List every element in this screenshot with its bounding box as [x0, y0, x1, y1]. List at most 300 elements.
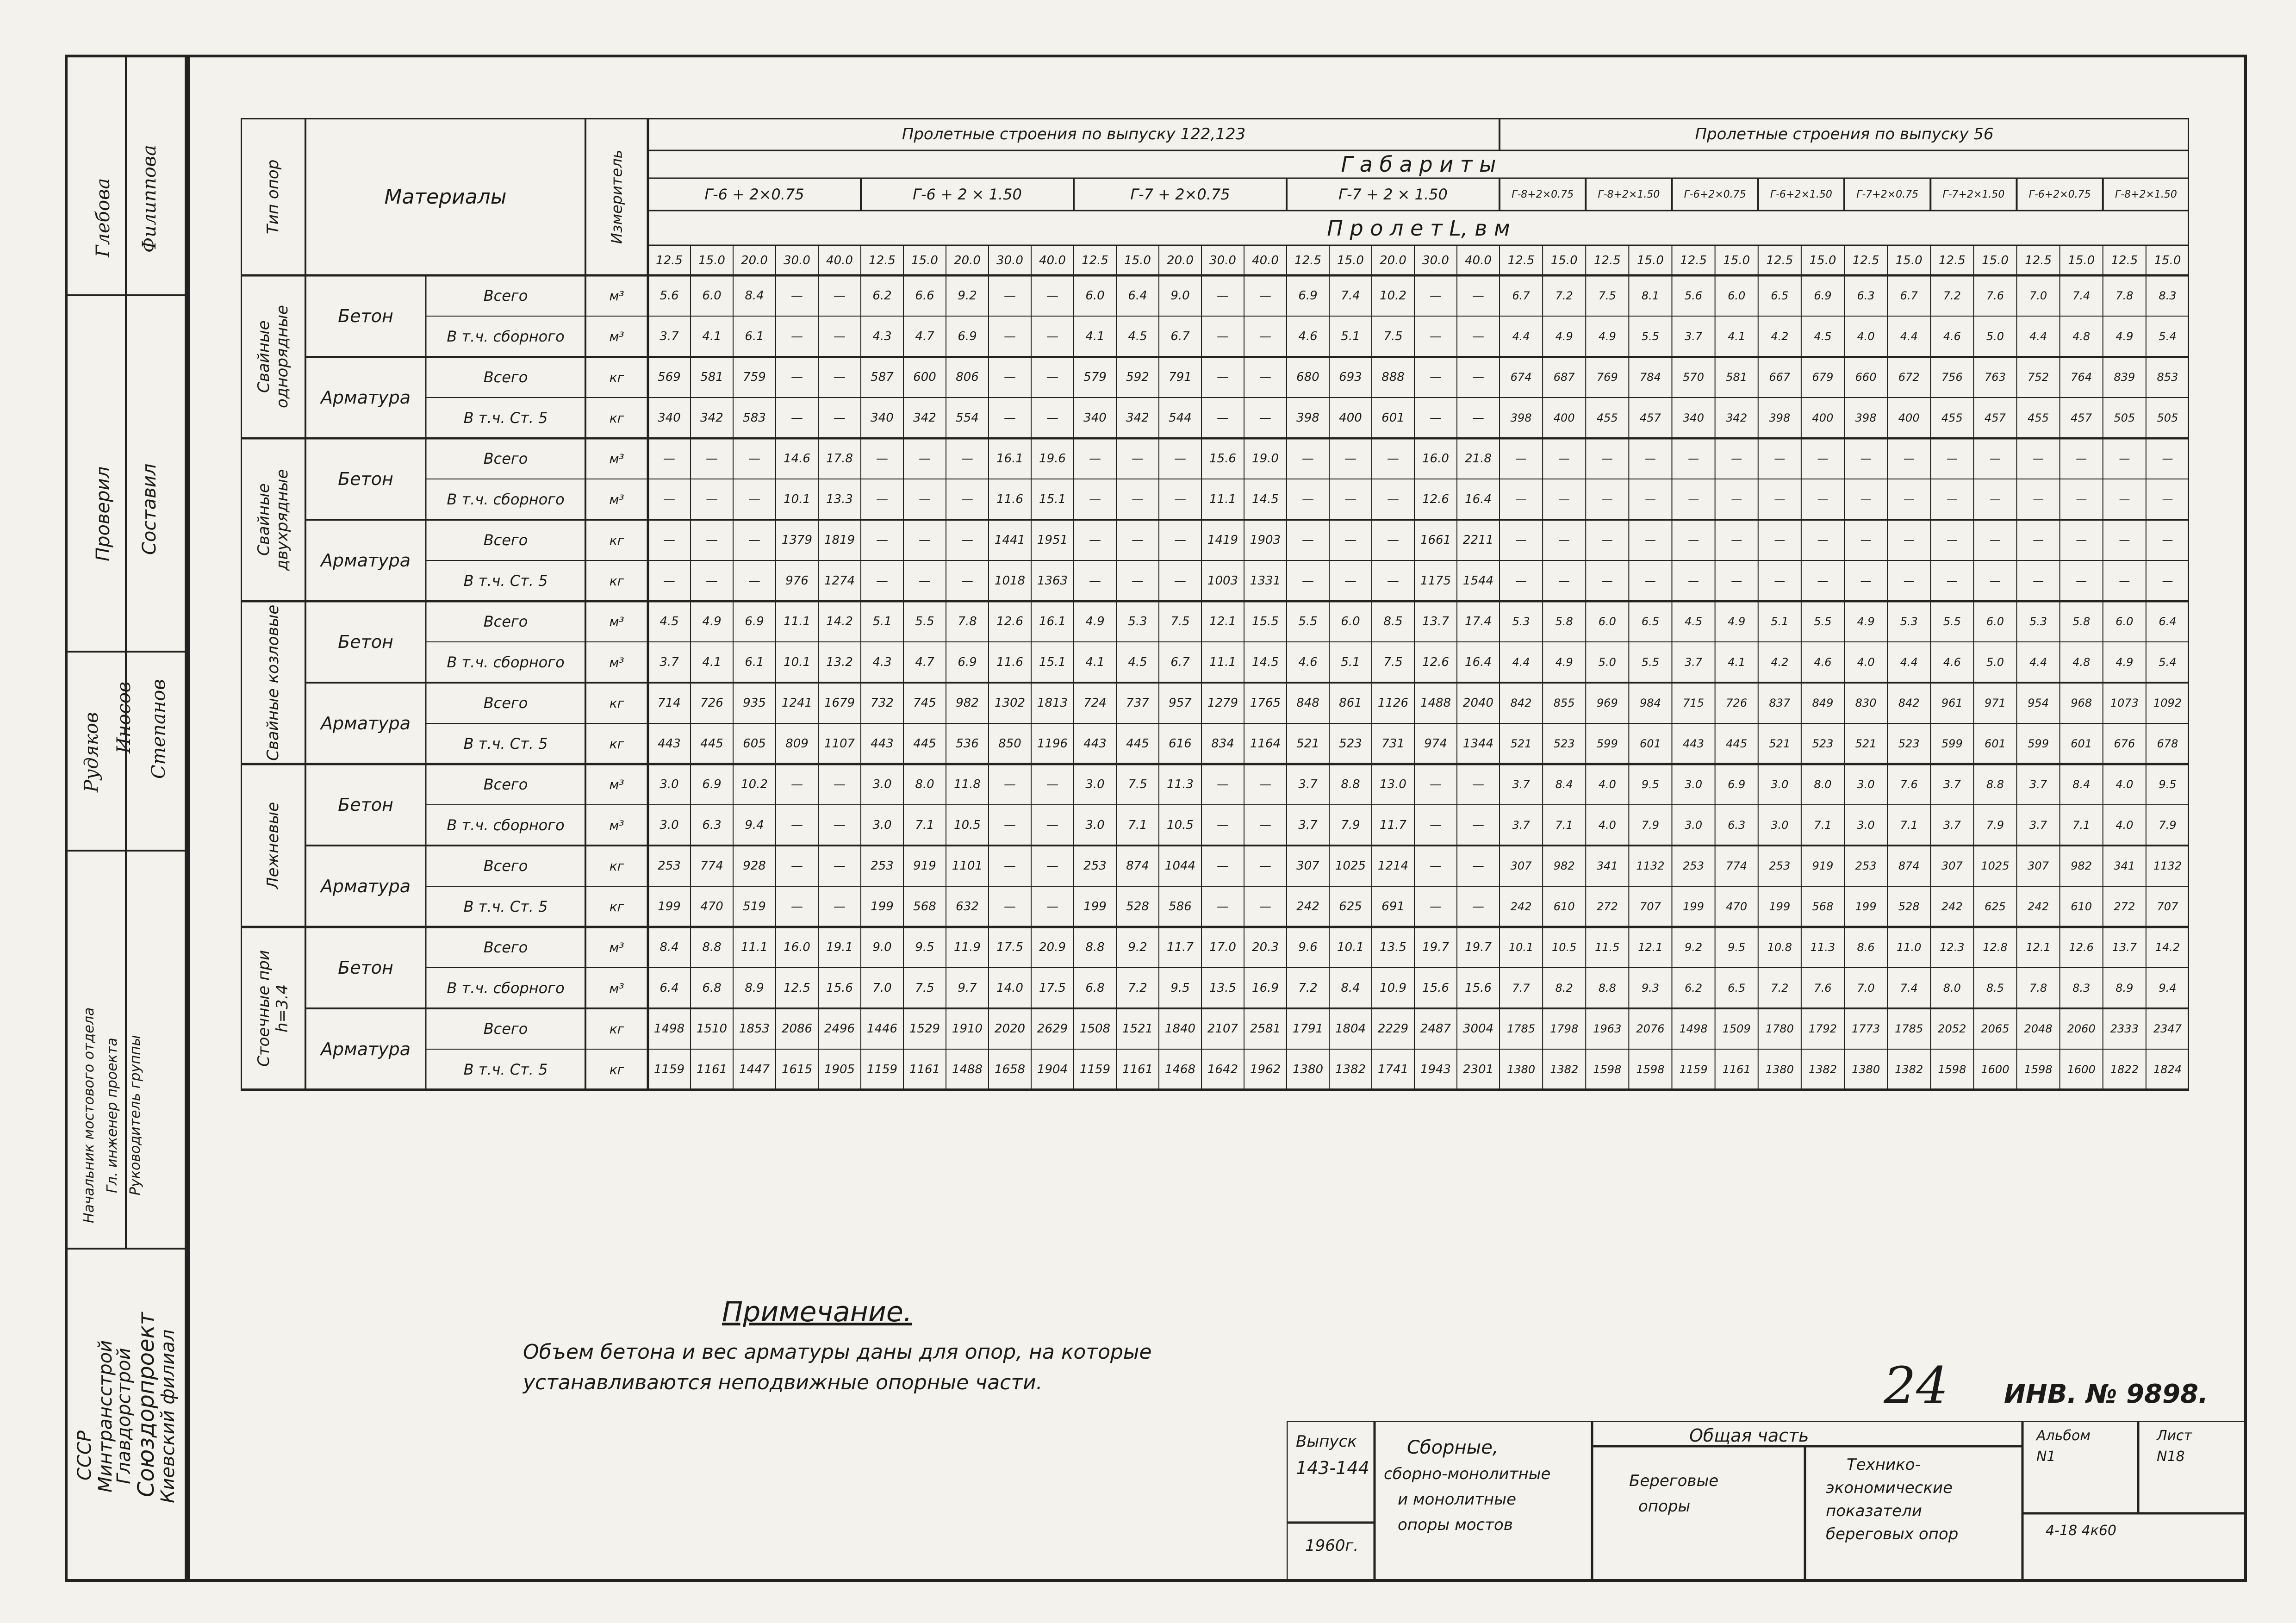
table-cell: —	[1430, 818, 1442, 832]
table-cell: 1196	[1037, 737, 1068, 751]
table-cell: —	[663, 533, 675, 547]
table-cell: 14.2	[826, 615, 853, 628]
table-cell: 6.4	[1128, 289, 1147, 303]
gabarit-label-g1-0: Г-6 + 2×0.75	[704, 186, 804, 203]
table-cell: 600	[913, 370, 936, 384]
table-cell: 7.4	[1341, 289, 1360, 303]
table-cell: 5.1	[1341, 655, 1360, 669]
table-cell: 568	[1812, 900, 1834, 913]
table-cell: 935	[743, 696, 766, 710]
span-label: 15.0	[1723, 253, 1750, 267]
table-cell: 4.9	[1598, 330, 1616, 343]
table-cell: 1419	[1207, 533, 1238, 547]
table-cell: —	[1259, 818, 1271, 832]
material-label: Арматура	[320, 876, 411, 896]
table-cell: 4.9	[2116, 656, 2134, 669]
note-line-2: устанавливаются неподвижные опорные части.	[523, 1371, 1043, 1394]
table-cell: 9.2	[1128, 940, 1147, 954]
table-cell: 6.1	[745, 655, 764, 669]
table-cell: —	[791, 818, 803, 832]
table-cell: 8.8	[702, 940, 722, 954]
table-cell: —	[1217, 818, 1229, 832]
table-cell: 199	[1083, 900, 1107, 914]
table-cell: 6.7	[1170, 330, 1190, 343]
table-cell: 521	[1769, 737, 1791, 750]
table-cell: 5.3	[1512, 615, 1530, 628]
table-cell: 10.1	[1337, 940, 1364, 954]
table-cell: 570	[1683, 371, 1704, 384]
table-cell: —	[1860, 493, 1872, 506]
table-cell: 759	[743, 370, 766, 384]
table-cell: 4.6	[1943, 330, 1961, 343]
table-cell: 3.7	[1298, 777, 1318, 791]
table-cell: —	[2033, 574, 2044, 587]
table-cell: —	[1259, 900, 1271, 914]
table-cell: 5.1	[872, 615, 892, 628]
table-cell: 1379	[781, 533, 813, 547]
table-cell: 830	[1855, 696, 1877, 709]
table-cell: 6.9	[702, 777, 722, 791]
span-label: 15.0	[1337, 253, 1364, 267]
table-cell: 9.5	[1641, 778, 1660, 791]
support-type-label: Лежневые	[264, 802, 282, 889]
table-cell: 2107	[1207, 1022, 1238, 1036]
table-cell: 3.7	[1512, 778, 1530, 791]
unit-label: кг	[609, 1062, 624, 1077]
table-cell: —	[1046, 411, 1058, 425]
table-cell: —	[706, 533, 718, 547]
table-cell: 400	[1898, 411, 1920, 424]
table-cell: 1159	[866, 1063, 898, 1076]
table-cell: —	[919, 452, 931, 466]
material-subtype: В т.ч. сборного	[447, 816, 565, 834]
table-cell: 1382	[1895, 1063, 1923, 1076]
table-cell: —	[1558, 452, 1570, 465]
table-cell: 1598	[2024, 1063, 2053, 1076]
table-cell: 10.9	[1380, 981, 1406, 995]
table-cell: 7.8	[2116, 289, 2134, 302]
table-cell: 667	[1769, 371, 1791, 384]
table-cell: —	[919, 533, 931, 547]
table-cell: 10.1	[1508, 941, 1534, 954]
table-cell: 1962	[1250, 1063, 1281, 1076]
table-cell: 6.9	[1728, 778, 1746, 791]
col-header-type: Тип опор	[264, 159, 282, 234]
span-label: 40.0	[1039, 253, 1066, 267]
table-cell: —	[1132, 492, 1144, 506]
table-cell: 984	[1640, 696, 1661, 709]
role-sostavil: Составил	[139, 463, 160, 555]
table-cell: 6.2	[872, 289, 892, 303]
table-cell: 11.3	[1810, 941, 1836, 954]
table-cell: 7.7	[1512, 982, 1530, 995]
table-cell: —	[1259, 370, 1271, 384]
table-cell: 4.4	[2029, 330, 2047, 343]
table-cell: —	[961, 533, 973, 547]
page-number: 24	[1884, 1356, 1948, 1415]
table-cell: 7.6	[1814, 982, 1832, 995]
col-header-materials: Материалы	[384, 185, 507, 209]
table-cell: 5.5	[1641, 330, 1660, 343]
table-cell: —	[1387, 574, 1399, 588]
note-title: Примечание.	[722, 1296, 912, 1328]
table-cell: 1529	[909, 1022, 940, 1036]
table-cell: 8.4	[745, 289, 764, 303]
table-cell: 1025	[1981, 859, 2010, 872]
table-cell: —	[2076, 534, 2087, 547]
table-cell: 6.9	[1814, 289, 1832, 302]
table-cell: 7.0	[872, 981, 892, 995]
table-cell: 16.0	[784, 940, 810, 954]
table-cell: 4.2	[1771, 656, 1789, 669]
table-cell: 272	[1596, 900, 1618, 913]
table-cell: 850	[998, 737, 1021, 751]
table-cell: 676	[2114, 737, 2135, 750]
table-cell: 13.7	[1422, 615, 1449, 628]
table-cell: 874	[1126, 859, 1149, 873]
table-cell: —	[1989, 534, 2001, 547]
table-cell: 1903	[1250, 533, 1281, 547]
table-cell: 583	[743, 411, 766, 425]
table-cell: 14.5	[1252, 492, 1279, 506]
tb-sheet-title-2: экономические	[1826, 1479, 1953, 1497]
table-cell: 764	[2071, 371, 2092, 384]
table-cell: 6.3	[1857, 289, 1875, 302]
org-line-3: Главдорстрой	[113, 1348, 135, 1485]
unit-label: кг	[609, 858, 624, 874]
table-cell: 11.6	[996, 655, 1023, 669]
table-cell: —	[1430, 330, 1442, 343]
table-cell: —	[791, 900, 803, 914]
table-cell: 601	[1985, 737, 2006, 750]
tb-sheet-title-1: Технико-	[1847, 1455, 1921, 1474]
table-cell: 2086	[781, 1022, 813, 1036]
table-cell: 7.5	[1383, 330, 1403, 343]
table-cell: 1025	[1335, 859, 1366, 873]
table-cell: —	[1601, 574, 1613, 587]
table-cell: 13.2	[826, 655, 853, 669]
table-cell: 3.0	[872, 818, 892, 832]
table-cell: 6.0	[1598, 615, 1616, 628]
col-header-unit: Измеритель	[608, 149, 626, 244]
table-cell: 8.0	[1943, 982, 1961, 995]
table-cell: 20.3	[1252, 940, 1279, 954]
table-cell: 919	[1812, 859, 1834, 872]
table-cell: —	[1430, 370, 1442, 384]
table-cell: 1331	[1250, 574, 1281, 588]
gabarit-label-g2-1: Г-8+2×1.50	[1598, 188, 1660, 200]
table-cell: 660	[1855, 371, 1877, 384]
table-cell: —	[1688, 452, 1699, 465]
table-cell: 6.9	[745, 615, 764, 628]
table-cell: 536	[956, 737, 979, 751]
table-cell: —	[1472, 859, 1484, 873]
table-cell: 15.6	[1209, 452, 1236, 466]
material-subtype: В т.ч. сборного	[447, 328, 565, 345]
unit-label: м³	[609, 777, 624, 792]
table-cell: 4.6	[1298, 655, 1318, 669]
table-cell: 1159	[1679, 1063, 1708, 1076]
table-cell: —	[1731, 534, 1742, 547]
table-cell: 521	[1855, 737, 1877, 750]
table-cell: 1521	[1122, 1022, 1153, 1036]
table-cell: 1840	[1164, 1022, 1196, 1036]
table-cell: 4.4	[1900, 656, 1918, 669]
table-cell: 842	[1898, 696, 1920, 709]
table-cell: —	[1472, 818, 1484, 832]
table-cell: 1661	[1420, 533, 1451, 547]
table-cell: —	[1558, 493, 1570, 506]
table-cell: 253	[871, 859, 894, 873]
table-cell: 443	[871, 737, 894, 751]
table-cell: 605	[743, 737, 766, 751]
table-cell: —	[1688, 493, 1699, 506]
table-cell: —	[1089, 492, 1101, 506]
table-cell: 5.5	[1641, 656, 1660, 669]
org-line-4: Союздорпроект	[133, 1312, 159, 1497]
table-cell: —	[1903, 452, 1915, 465]
group1-title: Пролетные строения по выпуску 122,123	[902, 125, 1246, 143]
table-cell: 982	[1553, 859, 1575, 872]
table-cell: 581	[700, 370, 723, 384]
table-cell: 806	[956, 370, 979, 384]
table-cell: 769	[1596, 371, 1618, 384]
table-cell: 6.7	[1170, 655, 1190, 669]
table-cell: 9.5	[1728, 941, 1746, 954]
span-label: 12.5	[869, 253, 896, 267]
table-cell: —	[1302, 533, 1314, 547]
table-cell: 16.1	[1039, 615, 1066, 628]
material-subtype: В т.ч. Ст. 5	[463, 735, 548, 752]
table-cell: 505	[2157, 411, 2178, 424]
table-cell: 3.0	[872, 777, 892, 791]
table-cell: 6.0	[1085, 289, 1105, 303]
table-cell: 1773	[1852, 1022, 1880, 1035]
table-cell: 1741	[1377, 1063, 1409, 1076]
name-stepanov: Степанов	[148, 679, 169, 779]
table-cell: —	[834, 370, 846, 384]
table-cell: 2229	[1377, 1022, 1409, 1036]
table-cell: 1092	[2153, 696, 2182, 709]
table-cell: —	[791, 859, 803, 873]
table-cell: —	[1860, 452, 1872, 465]
support-type-label: Стоечные при h=3.4	[255, 950, 292, 1067]
table-cell: 1598	[1636, 1063, 1665, 1076]
table-cell: 625	[1985, 900, 2006, 913]
table-cell: 3.0	[1857, 778, 1875, 791]
table-cell: 8.3	[2159, 289, 2177, 302]
table-cell: 971	[1985, 696, 2006, 709]
unit-label: кг	[609, 532, 624, 548]
table-cell: —	[1259, 289, 1271, 303]
table-cell: —	[2162, 493, 2173, 506]
support-type-label: Свайные однорядные	[255, 305, 292, 409]
table-cell: 17.0	[1209, 940, 1236, 954]
table-cell: 4.6	[1298, 330, 1318, 343]
table-cell: 11.6	[996, 492, 1023, 506]
table-cell: 3.7	[1298, 818, 1318, 832]
gabarity-title: Г а б а р и т ы	[1341, 152, 1496, 177]
table-cell: 5.6	[660, 289, 679, 303]
table-cell: 1161	[1122, 1063, 1153, 1076]
table-cell: —	[1731, 493, 1742, 506]
gabarit-label-g1-3: Г-7 + 2 × 1.50	[1338, 186, 1448, 203]
table-cell: —	[1989, 452, 2001, 465]
table-cell: 528	[1126, 900, 1149, 914]
table-cell: 592	[1126, 370, 1149, 384]
table-cell: 9.2	[958, 289, 977, 303]
table-cell: 9.0	[872, 940, 892, 954]
table-cell: —	[1946, 452, 1958, 465]
table-cell: 1344	[1462, 737, 1494, 751]
gabarit-label-g2-7: Г-8+2×1.50	[2115, 188, 2177, 200]
table-cell: 455	[2028, 411, 2049, 424]
table-cell: 13.5	[1380, 940, 1406, 954]
table-cell: 6.1	[745, 330, 764, 343]
table-cell: 5.6	[1684, 289, 1703, 302]
table-cell: 455	[1941, 411, 1963, 424]
table-cell: —	[1004, 330, 1016, 343]
tb-series-3: и монолитные	[1398, 1490, 1517, 1509]
table-cell: 837	[1769, 696, 1791, 709]
table-cell: 961	[1941, 696, 1963, 709]
table-cell: 253	[658, 859, 681, 873]
table-cell: —	[1430, 411, 1442, 425]
table-cell: 579	[1083, 370, 1107, 384]
span-label: 15.0	[1636, 253, 1664, 267]
table-cell: —	[1259, 330, 1271, 343]
table-cell: 2052	[1938, 1022, 1966, 1035]
table-cell: 599	[2028, 737, 2049, 750]
table-cell: —	[1644, 493, 1656, 506]
table-cell: —	[1688, 574, 1699, 587]
table-cell: —	[1302, 574, 1314, 588]
table-cell: —	[1430, 777, 1442, 791]
table-cell: 523	[1812, 737, 1834, 750]
table-cell: 242	[1510, 900, 1532, 913]
table-cell: 982	[2071, 859, 2092, 872]
span-label: 30.0	[784, 253, 810, 267]
table-cell: 19.1	[826, 940, 853, 954]
table-cell: 601	[1640, 737, 1661, 750]
table-cell: —	[1174, 574, 1186, 588]
table-cell: 3.7	[660, 655, 679, 669]
table-cell: 10.5	[1167, 818, 1194, 832]
table-cell: —	[834, 818, 846, 832]
table-cell: 17.8	[826, 452, 853, 466]
unit-label: м³	[609, 614, 624, 629]
role-2: Гл. инженер проекта	[104, 1038, 120, 1193]
table-cell: —	[791, 370, 803, 384]
table-cell: —	[876, 574, 888, 588]
table-cell: 20.9	[1039, 940, 1066, 954]
table-cell: 12.3	[1940, 941, 1965, 954]
table-cell: —	[706, 452, 718, 466]
table-cell: 1798	[1550, 1022, 1579, 1035]
table-cell: 587	[871, 370, 894, 384]
table-cell: —	[1217, 289, 1229, 303]
table-cell: —	[1644, 574, 1656, 587]
table-cell: —	[1817, 493, 1829, 506]
table-cell: 7.1	[1555, 819, 1573, 832]
table-cell: 1963	[1593, 1022, 1622, 1035]
material-label: Бетон	[338, 795, 393, 815]
table-cell: —	[1174, 533, 1186, 547]
table-cell: 341	[1596, 859, 1618, 872]
table-cell: —	[1860, 574, 1872, 587]
span-label: 12.5	[1593, 253, 1621, 267]
table-cell: 8.8	[1986, 778, 2004, 791]
table-cell: —	[791, 411, 803, 425]
table-cell: 5.5	[1943, 615, 1961, 628]
table-cell: 774	[1726, 859, 1748, 872]
table-cell: 848	[1296, 696, 1319, 710]
table-cell: 774	[700, 859, 723, 873]
table-cell: —	[1817, 452, 1829, 465]
table-cell: 599	[1596, 737, 1618, 750]
table-cell: 586	[1169, 900, 1192, 914]
table-cell: 6.5	[1641, 615, 1660, 628]
table-cell: —	[961, 452, 973, 466]
table-cell: —	[663, 574, 675, 588]
table-cell: 5.4	[2159, 330, 2177, 343]
table-cell: —	[2162, 574, 2173, 587]
table-cell: —	[1989, 493, 2001, 506]
table-cell: 1161	[1722, 1063, 1751, 1076]
table-cell: 7.5	[1128, 777, 1147, 791]
table-cell: 752	[2028, 371, 2049, 384]
table-cell: —	[1217, 900, 1229, 914]
table-cell: —	[1817, 574, 1829, 587]
table-cell: 1498	[653, 1022, 685, 1036]
span-label: 15.0	[2068, 253, 2095, 267]
table-cell: 2301	[1462, 1063, 1494, 1076]
table-cell: 1488	[952, 1063, 983, 1076]
table-cell: 4.9	[702, 615, 722, 628]
table-cell: 957	[1169, 696, 1192, 710]
table-cell: 242	[2028, 900, 2049, 913]
table-cell: 400	[1553, 411, 1575, 424]
table-cell: 7.2	[1771, 982, 1789, 995]
tb-part-label: Общая часть	[1689, 1425, 1809, 1446]
table-cell: 340	[1683, 411, 1704, 424]
table-cell: 7.2	[1943, 289, 1961, 302]
table-cell: 5.3	[2029, 615, 2047, 628]
table-cell: 1943	[1420, 1063, 1451, 1076]
span-label: 12.5	[656, 253, 683, 267]
table-cell: 1073	[2110, 696, 2139, 709]
table-cell: 6.0	[1728, 289, 1746, 302]
table-cell: 2347	[2153, 1022, 2182, 1035]
table-cell: 1785	[1507, 1022, 1536, 1035]
table-cell: 1101	[952, 859, 983, 873]
table-cell: —	[1515, 452, 1527, 465]
table-cell: 7.9	[2159, 819, 2177, 832]
table-cell: 398	[1296, 411, 1319, 425]
table-cell: 1819	[824, 533, 855, 547]
table-cell: 4.6	[1814, 656, 1832, 669]
support-type-label: Свайные козловые	[264, 604, 282, 761]
table-cell: 1642	[1207, 1063, 1238, 1076]
table-cell: 6.7	[1512, 289, 1530, 302]
table-cell: 1509	[1722, 1022, 1751, 1035]
table-cell: 8.9	[745, 981, 764, 995]
table-cell: 523	[1339, 737, 1362, 751]
table-cell: 199	[1769, 900, 1791, 913]
gabarit-label-g2-5: Г-7+2×1.50	[1942, 188, 2005, 200]
table-cell: 680	[1296, 370, 1319, 384]
table-cell: —	[1217, 330, 1229, 343]
